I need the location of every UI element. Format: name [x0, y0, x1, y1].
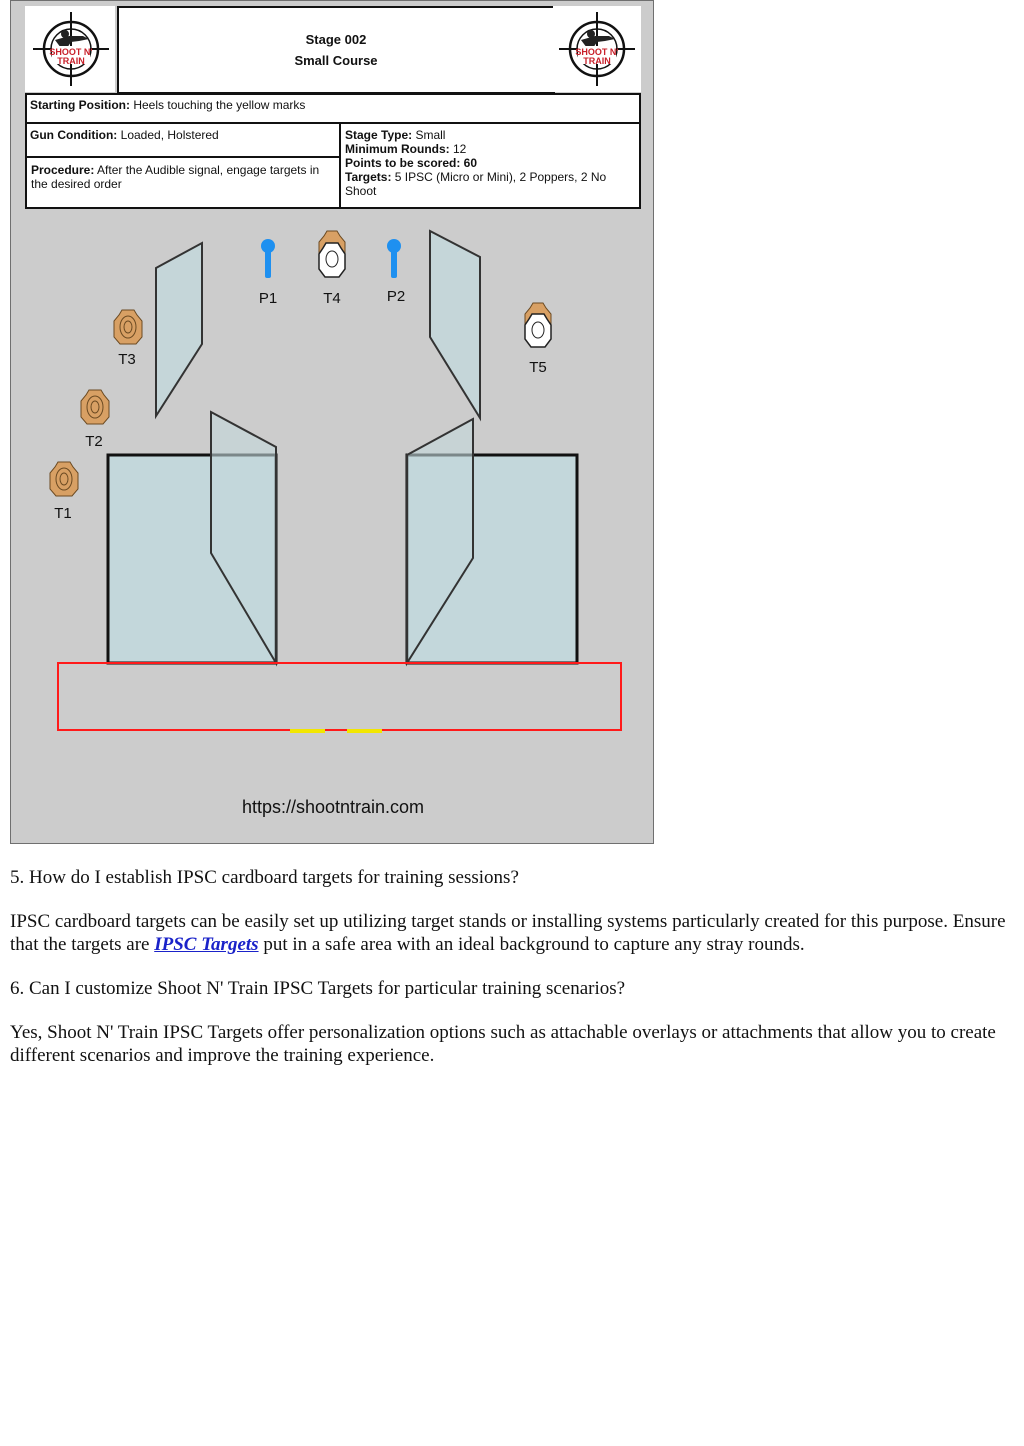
- stage-subtitle: Small Course: [294, 53, 378, 68]
- procedure-label: Procedure:: [31, 163, 95, 177]
- svg-text:SHOOT N': SHOOT N': [49, 47, 93, 57]
- svg-text:SHOOT N': SHOOT N': [575, 47, 619, 57]
- gun-condition-label: Gun Condition:: [30, 128, 118, 142]
- target-t5-icon: [525, 303, 551, 347]
- left-angled-barrier: [156, 243, 202, 416]
- right-angled-barrier: [430, 231, 480, 418]
- procedure-value: After the Audible signal, engage targets in the desired order: [31, 163, 320, 191]
- shooting-box-fault-line: [58, 663, 621, 730]
- stage-type-value: Small: [415, 128, 446, 142]
- label-t1: T1: [54, 505, 72, 522]
- stage-layout-drawing: [11, 1, 654, 844]
- popper-p2-icon: [387, 239, 401, 278]
- stage-title: Stage 002: [305, 32, 367, 47]
- target-t2-icon: [81, 390, 109, 424]
- label-p1: P1: [258, 290, 278, 307]
- gun-condition-value: Loaded, Holstered: [120, 128, 219, 142]
- target-t3-icon: [114, 310, 142, 344]
- no-shoot-t4-icon: [319, 243, 345, 277]
- target-t4-icon: [319, 231, 345, 277]
- shootntrain-url: https://shootntrain.com: [241, 797, 425, 817]
- label-t3: T3: [118, 351, 136, 368]
- label-t2: T2: [85, 433, 103, 450]
- ipsc-targets-link[interactable]: IPSC Targets: [154, 934, 259, 955]
- faq-question-5: 5. How do I establish IPSC cardboard targets for training sessions?: [10, 867, 519, 888]
- faq-answer-6: Yes, Shoot N' Train IPSC Targets offer personalization options such as attachable overlays or attachments that allow you to create different scenarios and improve the training experience.: [10, 1022, 996, 1066]
- label-p2: P2: [386, 288, 406, 305]
- faq-question-6: 6. Can I customize Shoot N' Train IPSC Targets for particular training scenarios?: [10, 978, 626, 999]
- no-shoot-t5-icon: [525, 314, 551, 347]
- stage-type-label: Stage Type:: [345, 128, 413, 142]
- targets-label: Targets:: [345, 170, 392, 184]
- label-t4: T4: [323, 290, 341, 307]
- points-label: Points to be scored: 60: [345, 156, 478, 170]
- targets-value: 5 IPSC (Micro or Mini), 2 Poppers, 2 No Shoot: [345, 170, 607, 198]
- label-t5: T5: [529, 359, 547, 376]
- starting-position-label: Starting Position:: [30, 98, 130, 112]
- faq-answer-5-part2: put in a safe area with an ideal background to capture any stray rounds.: [258, 934, 805, 955]
- svg-text:TRAIN: TRAIN: [583, 56, 611, 66]
- minimum-rounds-value: 12: [453, 142, 467, 156]
- starting-position-value: Heels touching the yellow marks: [133, 98, 306, 112]
- stage-diagram-image: [10, 0, 654, 844]
- article-body: [10, 866, 1016, 1088]
- faq-answer-5-part1: IPSC cardboard targets can be easily set up utilizing target stands or installing systems particularly created for this purpose. Ensure that the targets are: [10, 911, 1006, 955]
- faq-answer-5: [10, 910, 1016, 956]
- popper-p1-icon: [261, 239, 275, 278]
- minimum-rounds-label: Minimum Rounds:: [345, 142, 450, 156]
- svg-text:TRAIN: TRAIN: [57, 56, 85, 66]
- target-t1-icon: [50, 462, 78, 496]
